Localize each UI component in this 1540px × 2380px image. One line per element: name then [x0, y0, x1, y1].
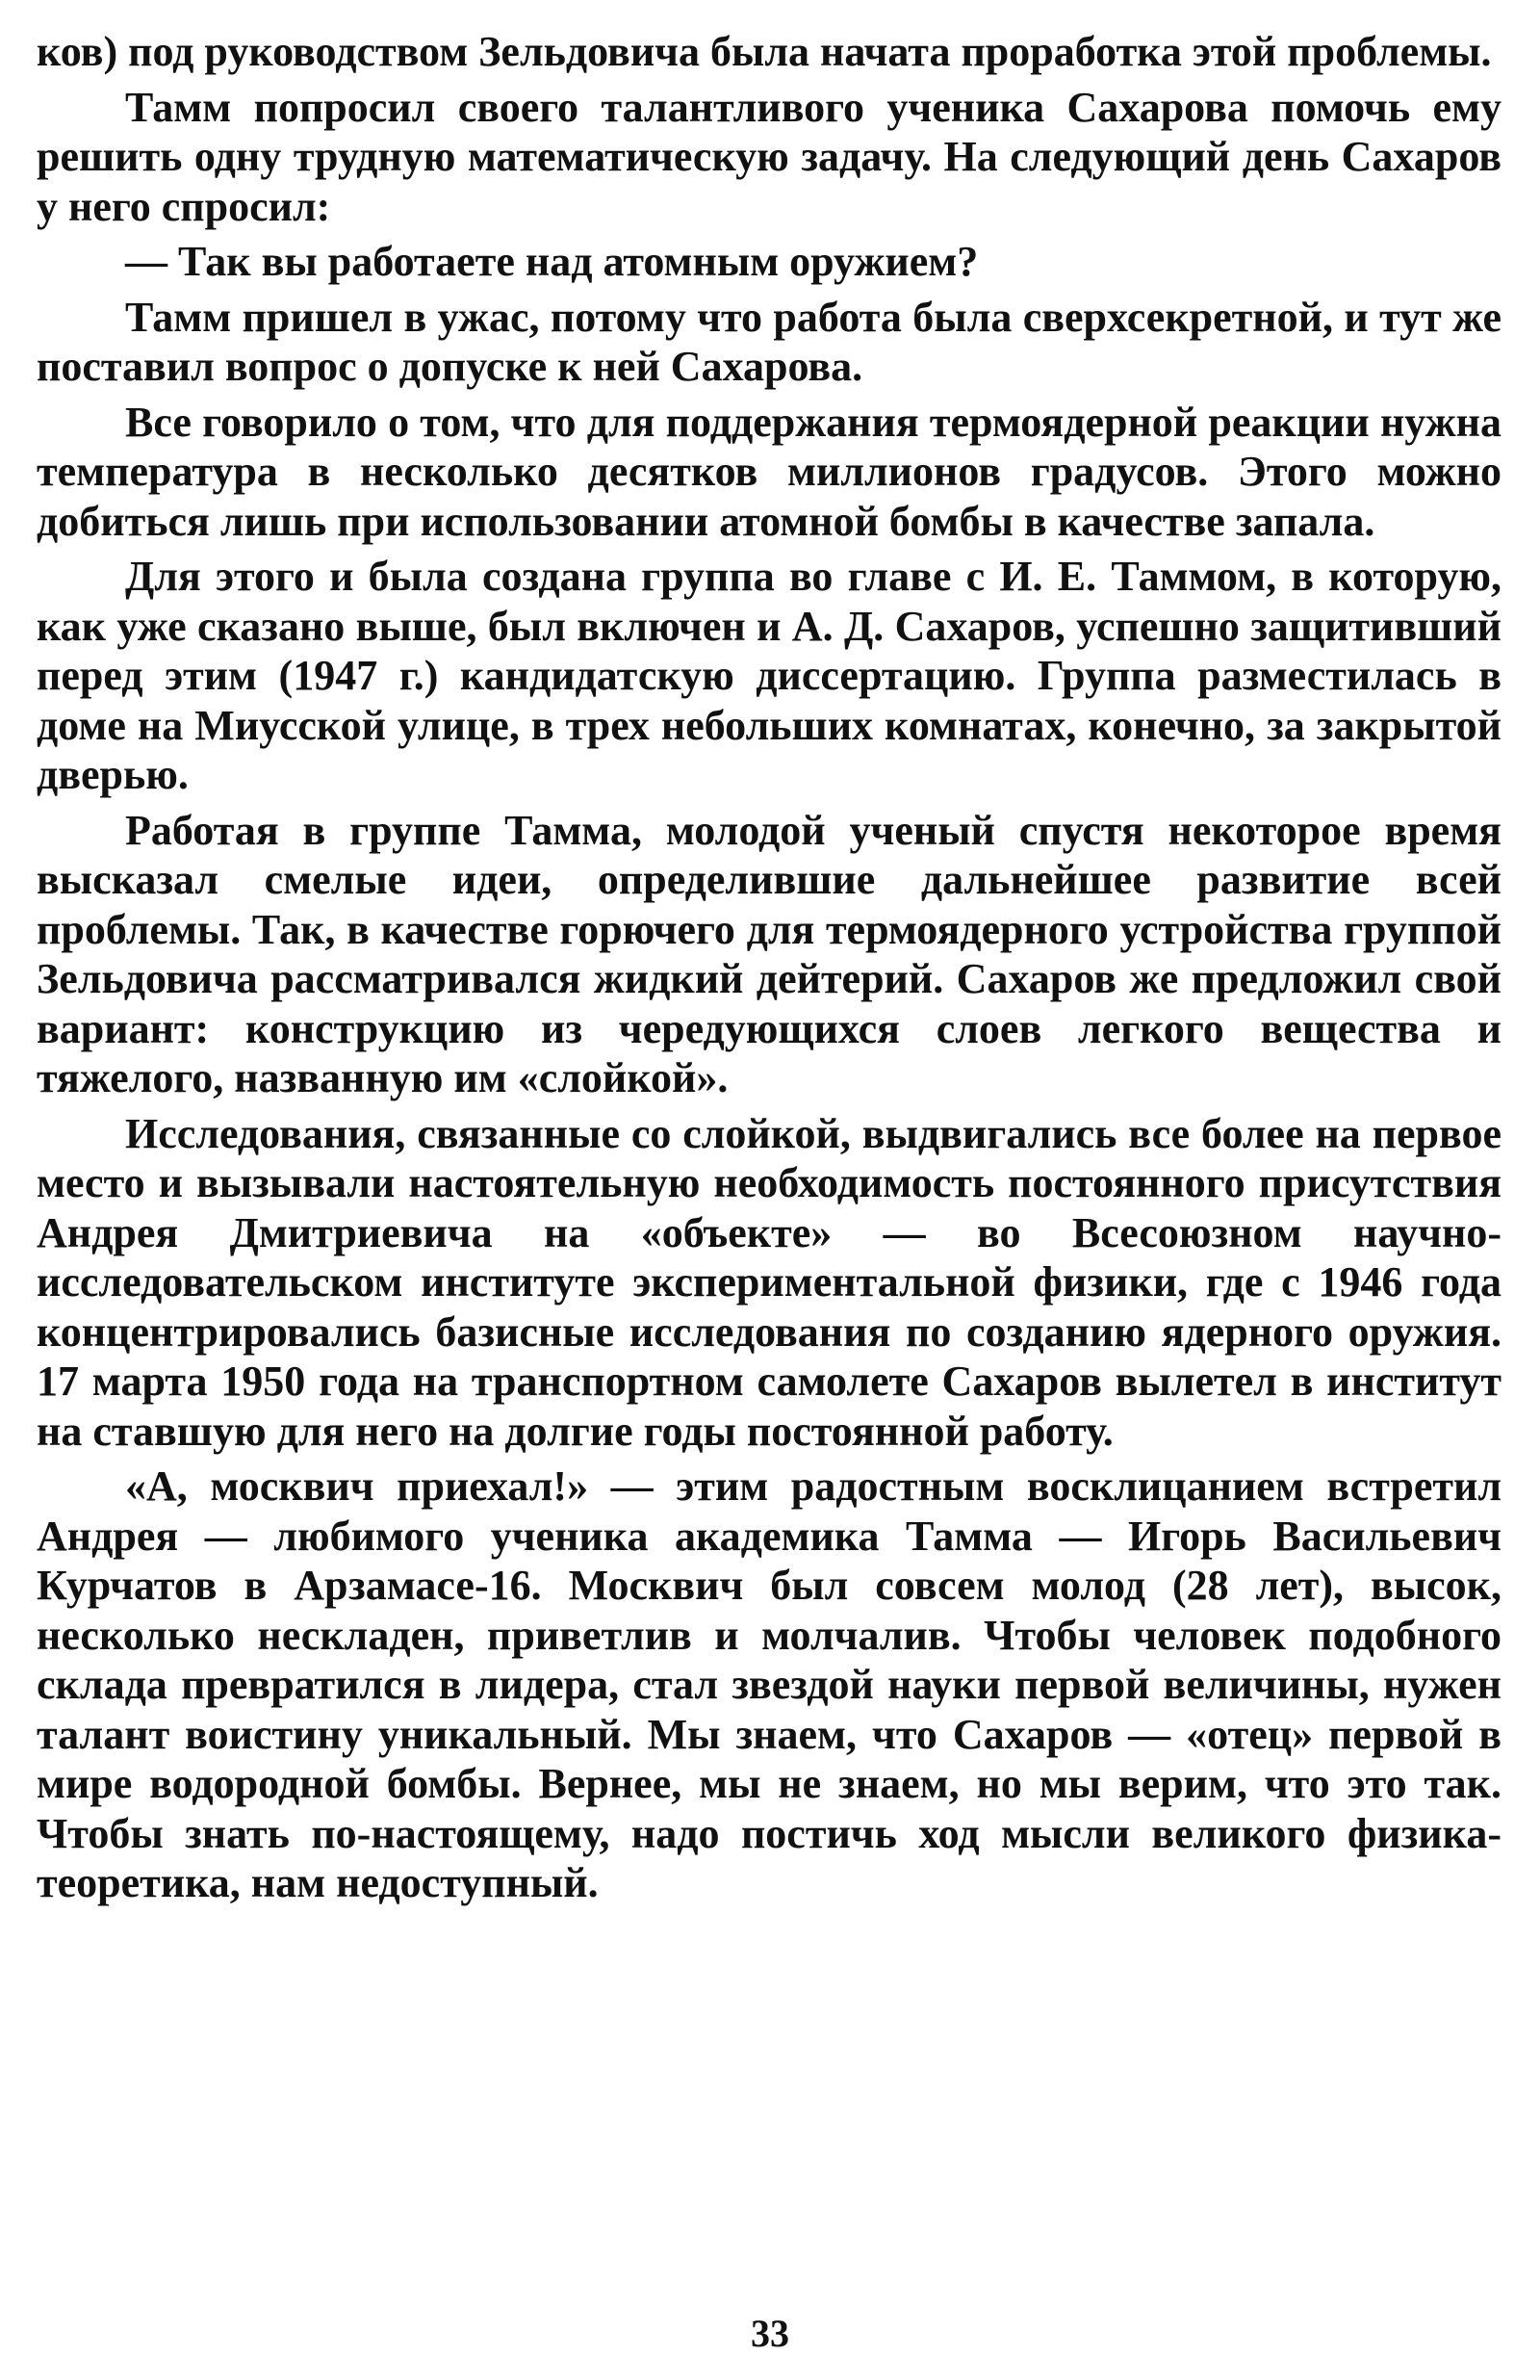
paragraph-3: — Так вы работаете над атомным оружием? — [125, 238, 979, 285]
paragraph-8: Исследования, связанные со слойкой, выдвигались все более на первое место и вызывали настоятельную необходимость постоянного присутствия Андрея Дмитриевича на «объекте» — во Всесоюзном научно-исследовательском институте экспериментальной физики, где с 1946 года концентрировались базисные исследования по созданию ядерного оружия. 17 марта 1950 года на транспортном самолете Сахаров вылетел в институт на ставшую для него на долгие годы постоянной работу. — [37, 1109, 1502, 1455]
paragraph-7: Работая в группе Тамма, молодой ученый спустя некоторое время высказал смелые идеи, определившие дальнейшее развитие всей проблемы. Так, в качестве горючего для термоядерного устройства группой Зельдовича рассматривался жидкий дейтерий. Сахаров же предложил свой вариант: конструкцию из чередующихся слоев легкого вещества и тяжелого, названную им «слойкой». — [37, 806, 1502, 1101]
page-body — [37, 27, 1502, 1914]
paragraph-4: Тамм пришел в ужас, потому что работа была сверхсекретной, и тут же поставил вопрос о допуске к ней Сахарова. — [37, 293, 1502, 390]
paragraph-9: «А, москвич приехал!» — этим радостным восклицанием встретил Андрея — любимого ученика академика Тамма — Игорь Васильевич Курчатов в Арзамасе-16. Москвич был совсем молод (28 лет), высок, несколько нескладен, приветлив и молчалив. Чтобы человек подобного склада превратился в лидера, стал звездой науки первой величины, нужен талант воистину уникальный. Мы знаем, что Сахаров — «отец» первой в мире водородной бомбы. Вернее, мы не знаем, но мы верим, что это так. Чтобы знать по-настоящему, надо постичь ход мысли великого физика-теоретика, нам недоступный. — [37, 1462, 1502, 1906]
paragraph-6: Для этого и была создана группа во главе с И. Е. Таммом, в которую, как уже сказано выше, был включен и А. Д. Сахаров, успешно защитивший перед этим (1947 г.) кандидатскую диссертацию. Группа разместилась в доме на Миусской улице, в трех небольших комнатах, конечно, за закрытой дверью. — [37, 553, 1502, 798]
paragraph-2: Тамм попросил своего талантливого ученика Сахарова помочь ему решить одну трудную математическую задачу. На следующий день Сахаров у него спросил: — [37, 83, 1502, 230]
paragraph-1: ков) под руководством Зельдовича была начата проработка этой проблемы. — [37, 28, 1492, 75]
paragraph-5: Все говорило о том, что для поддержания термоядерной реакции нужна температура в несколько десятков миллионов градусов. Этого можно добиться лишь при использовании атомной бомбы в качестве запала. — [37, 398, 1502, 545]
page-number: 33 — [751, 2312, 789, 2355]
